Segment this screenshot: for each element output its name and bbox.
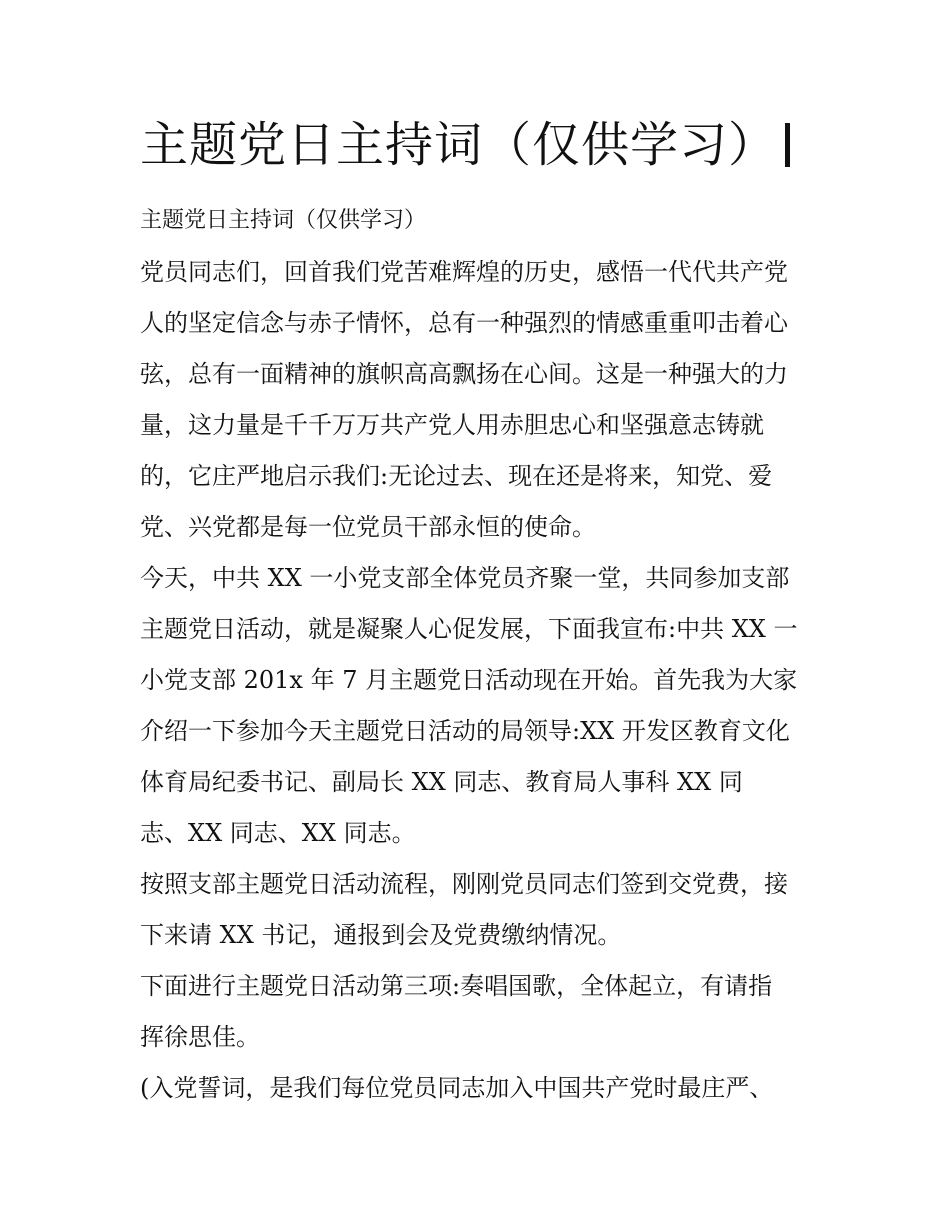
body-line: 量，这力量是千千万万共产党人用赤胆忠心和坚强意志铸就 bbox=[140, 411, 764, 439]
body-line: 志、XX 同志、XX 同志。 bbox=[140, 819, 416, 847]
body-line: 今天，中共 XX 一小党支部全体党员齐聚一堂，共同参加支部 bbox=[140, 564, 790, 592]
body-line: 按照支部主题党日活动流程，刚刚党员同志们签到交党费，接 bbox=[140, 870, 788, 898]
body-line: 的，它庄严地启示我们:无论过去、现在还是将来，知党、爱 bbox=[140, 462, 773, 490]
document-title bbox=[140, 112, 840, 178]
body-line: 党员同志们，回首我们党苦难辉煌的历史，感悟一代代共产党 bbox=[140, 258, 788, 286]
body-line: 党、兴党都是每一位党员干部永恒的使命。 bbox=[140, 513, 596, 541]
body-line: 下来请 XX 书记，通报到会及党费缴纳情况。 bbox=[140, 921, 622, 949]
body-line: 介绍一下参加今天主题党日活动的局领导:XX 开发区教育文化 bbox=[140, 717, 790, 745]
body-line: 人的坚定信念与赤子情怀，总有一种强烈的情感重重叩击着心 bbox=[140, 309, 788, 337]
body-line: (入党誓词，是我们每位党员同志加入中国共产党时最庄严、 bbox=[140, 1074, 774, 1102]
document-title-text: 主题党日主持词（仅供学习） bbox=[140, 117, 778, 173]
document-subtitle: 主题党日主持词（仅供学习） bbox=[140, 208, 427, 233]
document-body bbox=[140, 247, 820, 1114]
body-line: 主题党日活动，就是凝聚人心促发展，下面我宣布:中共 XX 一 bbox=[140, 615, 798, 643]
body-line: 弦，总有一面精神的旗帜高高飘扬在心间。这是一种强大的力 bbox=[140, 360, 788, 388]
body-line: 挥徐思佳。 bbox=[140, 1023, 260, 1051]
body-line: 体育局纪委书记、副局长 XX 同志、教育局人事科 XX 同 bbox=[140, 768, 743, 796]
body-line: 小党支部 201x 年 7 月主题党日活动现在开始。首先我为大家 bbox=[140, 666, 798, 694]
body-line: 下面进行主题党日活动第三项:奏唱国歌，全体起立，有请指 bbox=[140, 972, 773, 1000]
text-cursor bbox=[785, 123, 790, 167]
